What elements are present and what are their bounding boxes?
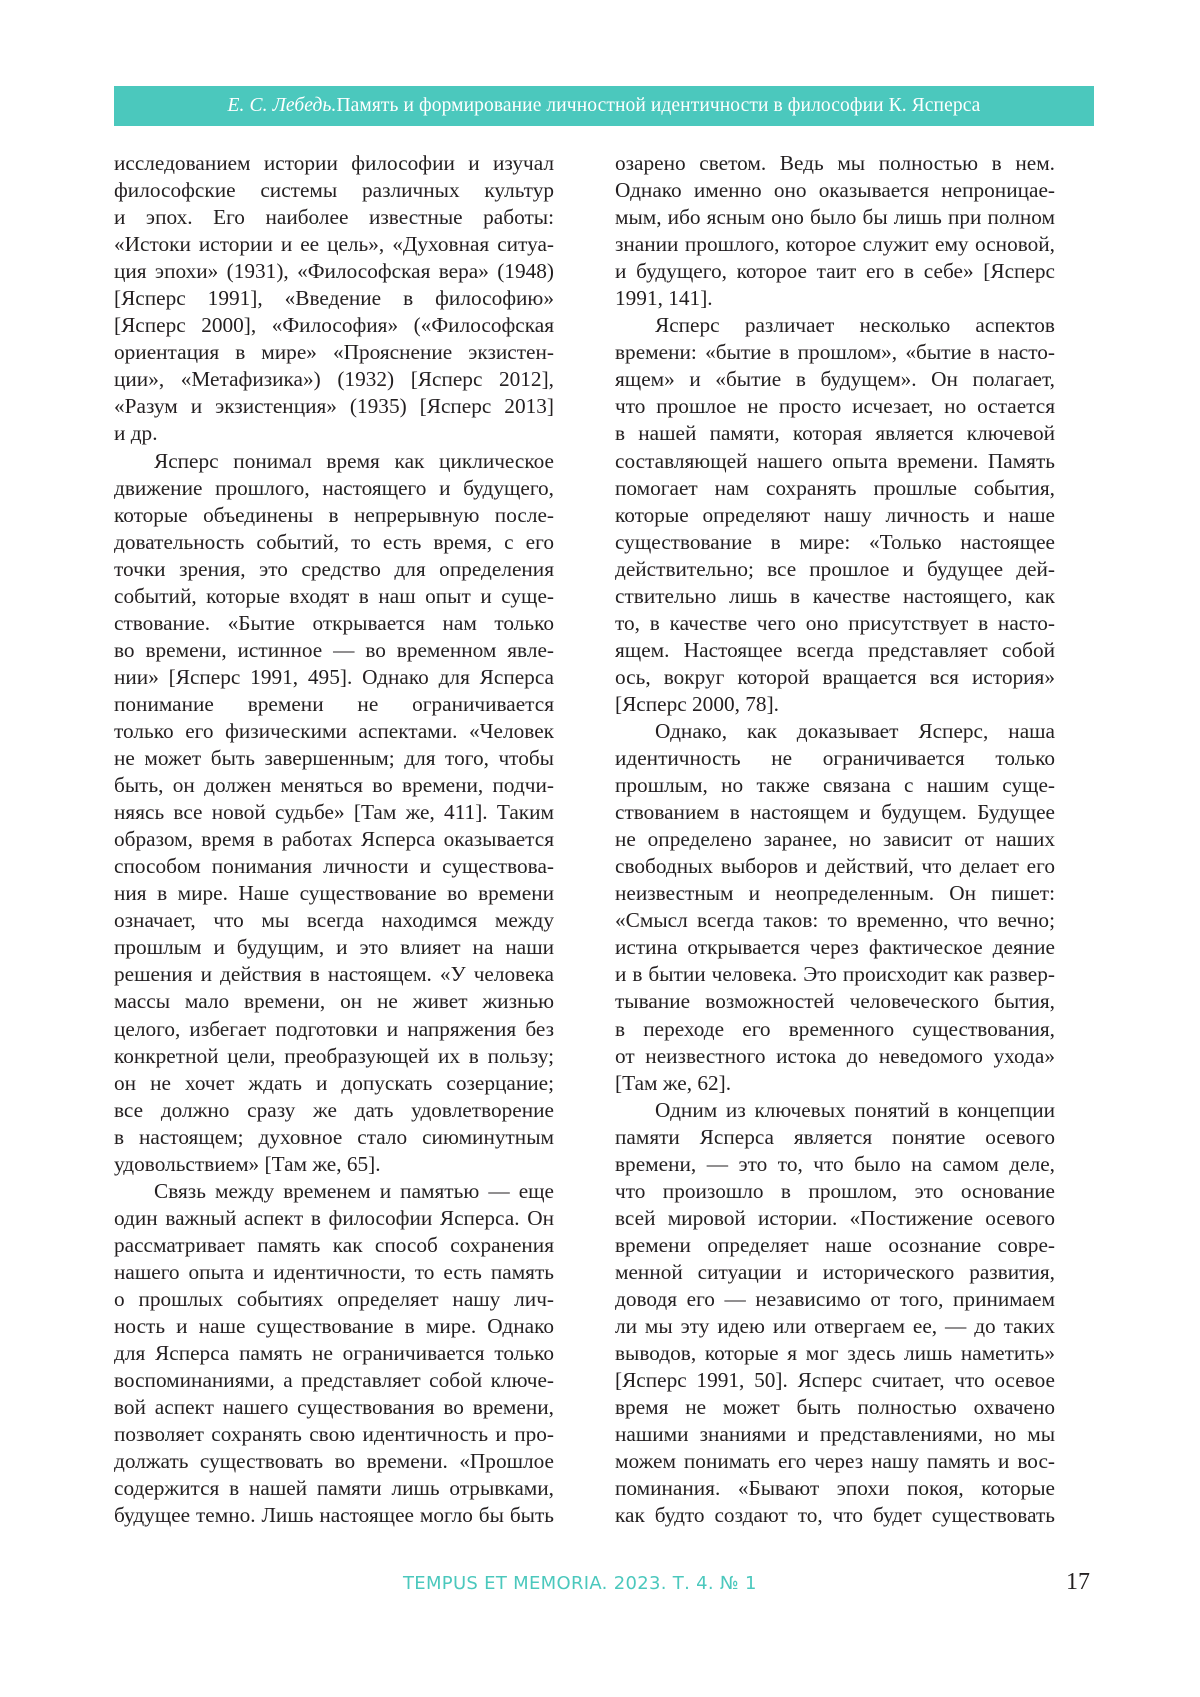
text-line: только его физическими аспектами. «Человек bbox=[114, 718, 554, 743]
text-line: которые объединены в непрерывную после- bbox=[114, 502, 554, 527]
text-line: знании прошлого, которое служит ему основой, bbox=[615, 232, 1055, 257]
running-header bbox=[114, 86, 1094, 126]
text-line: Связь между временем и памятью — еще bbox=[154, 1178, 554, 1203]
text-line: «Смысл всегда таков: то временно, что вечно; bbox=[615, 908, 1055, 933]
text-line: времени, — это то, что было на самом деле, bbox=[615, 1151, 1055, 1176]
text-line: ствование. «Бытие открывается нам только bbox=[114, 610, 554, 635]
text-line: нашими знаниями и представлениями, но мы bbox=[615, 1422, 1055, 1447]
text-line: озарено светом. Ведь мы полностью в нем. bbox=[615, 151, 1055, 175]
text-line: ящем. Настоящее всегда представляет собой bbox=[615, 637, 1055, 662]
text-line: [Ясперс 1991], «Введение в философию» bbox=[114, 286, 554, 311]
text-line: от неизвестного истока до неведомого ухода» bbox=[615, 1043, 1055, 1068]
text-line: составляющей нашего опыта времени. Память bbox=[615, 448, 1055, 473]
text-line: Ясперс различает несколько аспектов bbox=[655, 313, 1055, 338]
text-line: будущее темно. Лишь настоящее могло бы быть bbox=[114, 1503, 554, 1528]
text-line: довательность событий, то есть время, с его bbox=[114, 529, 554, 554]
text-line: способом понимания личности и существова- bbox=[114, 854, 554, 879]
text-line: понимание времени не ограничивается bbox=[114, 691, 554, 716]
text-line: исследованием истории философии и изучал bbox=[114, 151, 554, 175]
text-line: означает, что мы всегда находимся между bbox=[114, 908, 554, 933]
text-line: ствованием в настоящем и будущем. Будущее bbox=[615, 800, 1055, 825]
text-line: образом, время в работах Ясперса оказывается bbox=[114, 827, 554, 852]
text-line: философские системы различных культур bbox=[114, 178, 554, 203]
text-line: [Ясперс 1991, 50]. Ясперс считает, что осевое bbox=[615, 1368, 1055, 1393]
text-line: можем понимать его через нашу память и вос- bbox=[615, 1449, 1055, 1474]
text-line: ствительно лишь в качестве настоящего, как bbox=[615, 583, 1055, 608]
text-line: свободных выборов и действий, что делает его bbox=[615, 854, 1055, 879]
text-line: содержится в нашей памяти лишь отрывками, bbox=[114, 1476, 554, 1501]
text-line: и в бытии человека. Это происходит как развер- bbox=[615, 962, 1055, 987]
right-column bbox=[615, 150, 1055, 1529]
text-line: позволяет сохранять свою идентичность и про- bbox=[114, 1422, 554, 1447]
text-line: что произошло в прошлом, это основание bbox=[615, 1178, 1055, 1203]
text-line: помогает нам сохранять прошлые события, bbox=[615, 475, 1055, 500]
text-line: [Ясперс 2000, 78]. bbox=[615, 691, 779, 716]
text-line: Одним из ключевых понятий в концепции bbox=[655, 1097, 1055, 1122]
text-line: должать существовать во времени. «Прошлое bbox=[114, 1449, 554, 1474]
text-line: идентичность не ограничивается только bbox=[615, 746, 1055, 771]
journal-footer: TEMPUS ET MEMORIA. 2023. Т. 4. № 1 bbox=[403, 1573, 757, 1594]
text-line: времени: «бытие в прошлом», «бытие в насто- bbox=[615, 340, 1055, 365]
text-line: Ясперс понимал время как циклическое bbox=[154, 448, 554, 473]
text-line: мым, ибо ясным оно было бы лишь при полном bbox=[615, 205, 1055, 230]
text-line: поминания. «Бывают эпохи покоя, которые bbox=[615, 1476, 1055, 1501]
header-title: Память и формирование личностной идентичности в философии К. Ясперса bbox=[336, 95, 981, 116]
text-line: Однако, как доказывает Ясперс, наша bbox=[655, 718, 1055, 743]
text-line: решения и действия в настоящем. «У человека bbox=[114, 962, 554, 987]
text-line: тывание возможностей человеческого бытия, bbox=[615, 989, 1055, 1014]
text-line: прошлым и будущим, и это влияет на наши bbox=[114, 935, 554, 960]
text-line: [Там же, 62]. bbox=[615, 1070, 732, 1095]
text-line: ли мы эту идею или отвергаем ее, — до таких bbox=[615, 1314, 1055, 1339]
text-line: не может быть завершенным; для того, чтобы bbox=[114, 746, 554, 771]
text-line: движение прошлого, настоящего и будущего, bbox=[114, 475, 554, 500]
text-line: доводя его — независимо от того, принимаем bbox=[615, 1286, 1055, 1311]
text-line: нашего опыта и идентичности, то есть память bbox=[114, 1259, 554, 1284]
text-line: в настоящем; духовное стало сиюминутным bbox=[114, 1124, 554, 1149]
text-line: Однако именно оно оказывается непроницае- bbox=[615, 178, 1055, 203]
text-line: ность и наше существование в мире. Однако bbox=[114, 1314, 554, 1339]
text-line: вой аспект нашего существования во времени, bbox=[114, 1395, 554, 1420]
text-line: удовольствием» [Там же, 65]. bbox=[114, 1151, 381, 1176]
text-line: и будущего, которое таит его в себе» [Ясперс bbox=[615, 259, 1055, 284]
text-line: и эпох. Его наиболее известные работы: bbox=[114, 205, 554, 230]
text-line: «Разум и экзистенция» (1935) [Ясперс 2013] bbox=[114, 394, 554, 419]
text-line: что прошлое не просто исчезает, но остается bbox=[615, 394, 1055, 419]
text-line: не определено заранее, но зависит от наших bbox=[615, 827, 1055, 852]
text-line: целого, избегает подготовки и напряжения без bbox=[114, 1016, 554, 1041]
text-line: то, в качестве чего оно присутствует в насто- bbox=[615, 610, 1055, 635]
text-line: которые определяют нашу личность и наше bbox=[615, 502, 1055, 527]
text-line: для Ясперса память не ограничивается только bbox=[114, 1341, 554, 1366]
left-column bbox=[114, 150, 554, 1529]
text-line: выводов, которые я мог здесь лишь наметить» bbox=[615, 1341, 1055, 1366]
text-line: конкретной цели, преобразующей их в пользу; bbox=[114, 1043, 554, 1068]
text-line: прошлым, но также связана с нашим суще- bbox=[615, 773, 1055, 798]
text-line: времени определяет наше осознание совре- bbox=[615, 1232, 1055, 1257]
text-line: нии» [Ясперс 1991, 495]. Однако для Ясперса bbox=[114, 664, 554, 689]
text-line: один важный аспект в философии Ясперса. Он bbox=[114, 1205, 554, 1230]
text-line: менной ситуации и исторического развития, bbox=[615, 1259, 1055, 1284]
text-line: няясь все новой судьбе» [Там же, 411]. Таким bbox=[114, 800, 554, 825]
text-line: о прошлых событиях определяет нашу лич- bbox=[114, 1286, 554, 1311]
text-line: 1991, 141]. bbox=[615, 286, 713, 311]
text-line: точки зрения, это средство для определения bbox=[114, 556, 554, 581]
text-line: рассматривает память как способ сохранения bbox=[114, 1232, 554, 1257]
page-number: 17 bbox=[1066, 1569, 1090, 1595]
text-line: [Ясперс 2000], «Философия» («Философская bbox=[114, 313, 554, 338]
text-line: «Истоки истории и ее цель», «Духовная ситуа- bbox=[114, 232, 554, 257]
header-author: Е. С. Лебедь. bbox=[227, 95, 337, 116]
text-line: событий, которые входят в наш опыт и суще- bbox=[114, 583, 554, 608]
text-line: ния в мире. Наше существование во времени bbox=[114, 881, 554, 906]
text-line: ции», «Метафизика») (1932) [Ясперс 2012], bbox=[114, 367, 554, 392]
text-line: он не хочет ждать и допускать созерцание; bbox=[114, 1070, 554, 1095]
text-line: во времени, истинное — во временном явле- bbox=[114, 637, 554, 662]
text-line: существование в мире: «Только настоящее bbox=[615, 529, 1055, 554]
text-line: воспоминаниями, а представляет собой ключе- bbox=[114, 1368, 554, 1393]
text-line: действительно; все прошлое и будущее дей- bbox=[615, 556, 1055, 581]
text-line: ориентация в мире» «Прояснение экзистен- bbox=[114, 340, 554, 365]
text-line: массы мало времени, он не живет жизнью bbox=[114, 989, 554, 1014]
text-line: ось, вокруг которой вращается вся история» bbox=[615, 664, 1055, 689]
text-line: всей мировой истории. «Постижение осевого bbox=[615, 1205, 1055, 1230]
text-line: и др. bbox=[114, 421, 158, 446]
text-line: ция эпохи» (1931), «Философская вера» (1948) bbox=[114, 259, 554, 284]
text-line: все должно сразу же дать удовлетворение bbox=[114, 1097, 554, 1122]
text-line: ящем» и «бытие в будущем». Он полагает, bbox=[615, 367, 1055, 392]
text-line: как будто создают то, что будет существовать bbox=[615, 1503, 1055, 1528]
text-line: в нашей памяти, которая является ключевой bbox=[615, 421, 1055, 446]
text-line: быть, он должен меняться во времени, подчи- bbox=[114, 773, 554, 798]
text-line: в переходе его временного существования, bbox=[615, 1016, 1055, 1041]
text-line: время не может быть полностью охвачено bbox=[615, 1395, 1055, 1420]
text-line: неизвестным и неопределенным. Он пишет: bbox=[615, 881, 1055, 906]
text-line: истина открывается через фактическое деяние bbox=[615, 935, 1055, 960]
text-line: памяти Ясперса является понятие осевого bbox=[615, 1124, 1055, 1149]
